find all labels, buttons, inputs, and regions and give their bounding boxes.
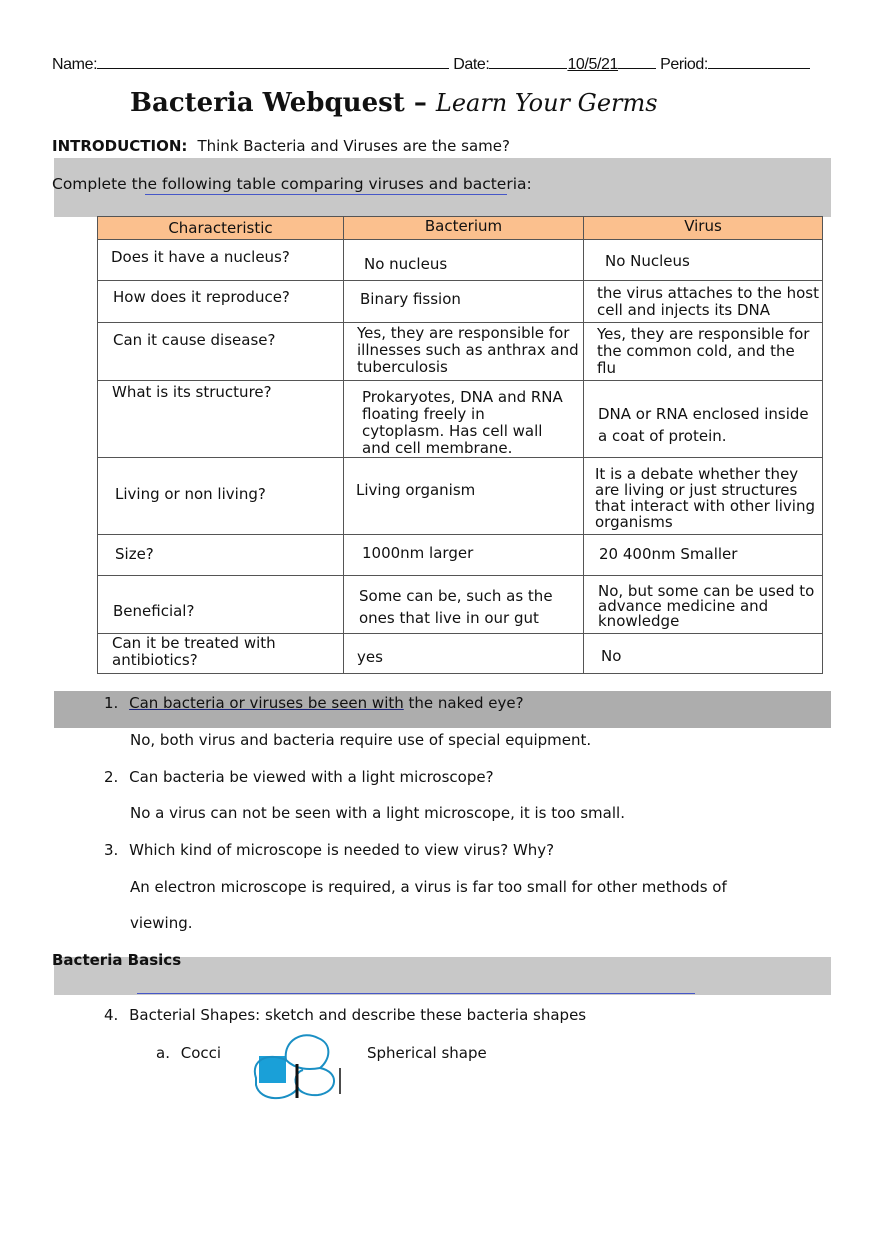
intro-label: INTRODUCTION: bbox=[52, 137, 188, 155]
table-row bbox=[98, 281, 823, 323]
question-2: 2. Can bacteria be viewed with a light microscope? bbox=[104, 768, 494, 786]
cell-bacterium[interactable]: Living organism bbox=[344, 458, 584, 535]
cell-characteristic: How does it reproduce? bbox=[98, 281, 344, 323]
cell-bacterium[interactable]: Prokaryotes, DNA and RNA floating freely in cytoplasm. Has cell wall and cell membrane. bbox=[344, 381, 584, 458]
cell-virus[interactable]: It is a debate whether they are living or just structures that interact with other living organisms bbox=[584, 458, 823, 535]
answer-2: No a virus can not be seen with a light microscope, it is too small. bbox=[130, 804, 625, 822]
name-blank[interactable] bbox=[97, 54, 449, 69]
title-subtitle: Learn Your Germs bbox=[435, 89, 658, 117]
period-blank[interactable] bbox=[708, 54, 810, 69]
table-instruction: Complete the following table comparing viruses and bacteria: bbox=[52, 175, 532, 193]
table-row bbox=[98, 634, 823, 674]
date-blank-post bbox=[618, 54, 656, 69]
date-value[interactable]: 10/5/21 bbox=[567, 56, 619, 73]
section-title: Bacteria Basics bbox=[52, 951, 182, 969]
cell-characteristic: Does it have a nucleus? bbox=[98, 240, 344, 281]
introduction bbox=[52, 137, 510, 155]
student-info-line bbox=[52, 54, 832, 74]
period-label: Period: bbox=[660, 56, 708, 73]
cell-virus[interactable]: No bbox=[584, 634, 823, 674]
cell-characteristic: Can it be treated with antibiotics? bbox=[98, 634, 344, 674]
table-row bbox=[98, 535, 823, 576]
answer-3-line2: viewing. bbox=[130, 914, 193, 932]
cell-virus[interactable]: DNA or RNA enclosed inside a coat of protein. bbox=[584, 381, 823, 458]
cell-virus[interactable]: No Nucleus bbox=[584, 240, 823, 281]
cell-characteristic: Living or non living? bbox=[98, 458, 344, 535]
table-row bbox=[98, 240, 823, 281]
comparison-table bbox=[97, 216, 823, 674]
cocci-item: a. Cocci bbox=[156, 1044, 222, 1062]
cell-bacterium[interactable]: No nucleus bbox=[344, 240, 584, 281]
question-4: 4. Bacterial Shapes: sketch and describe these bacteria shapes bbox=[104, 1006, 587, 1024]
table-row bbox=[98, 381, 823, 458]
header-bacterium: Bacterium bbox=[344, 217, 584, 240]
question-3: 3. Which kind of microscope is needed to view virus? Why? bbox=[104, 841, 555, 859]
question-1: 1. Can bacteria or viruses be seen with the naked eye? bbox=[104, 694, 524, 712]
header-virus: Virus bbox=[584, 217, 823, 240]
table-row bbox=[98, 458, 823, 535]
cell-characteristic: Can it cause disease? bbox=[98, 323, 344, 381]
title-main: Bacteria Webquest bbox=[130, 88, 405, 118]
answer-3-line1: An electron microscope is required, a virus is far too small for other methods of bbox=[130, 878, 727, 896]
cell-characteristic: Size? bbox=[98, 535, 344, 576]
cocci-description: Spherical shape bbox=[367, 1044, 487, 1062]
cocci-sketch bbox=[248, 1030, 348, 1105]
cell-bacterium[interactable]: Some can be, such as the ones that live in our gut bbox=[344, 576, 584, 634]
table-header-row bbox=[98, 217, 823, 240]
cell-characteristic: Beneficial? bbox=[98, 576, 344, 634]
date-blank-pre bbox=[489, 54, 567, 69]
intro-text: Think Bacteria and Viruses are the same? bbox=[197, 137, 510, 155]
cell-virus[interactable]: Yes, they are responsible for the common cold, and the flu bbox=[584, 323, 823, 381]
name-label: Name: bbox=[52, 56, 98, 73]
header-characteristic: Characteristic bbox=[98, 217, 344, 240]
title-dash: – bbox=[404, 88, 436, 118]
cell-virus[interactable]: the virus attaches to the host cell and injects its DNA bbox=[584, 281, 823, 323]
link-underline bbox=[145, 194, 507, 195]
section-link-underline bbox=[137, 993, 695, 994]
cell-bacterium[interactable]: Binary fission bbox=[344, 281, 584, 323]
question-1-link[interactable]: Can bacteria or viruses be seen with bbox=[129, 694, 404, 712]
cell-virus[interactable]: No, but some can be used to advance medicine and knowledge bbox=[584, 576, 823, 634]
cell-characteristic: What is its structure? bbox=[98, 381, 344, 458]
table-row bbox=[98, 323, 823, 381]
cell-bacterium[interactable]: Yes, they are responsible for illnesses such as anthrax and tuberculosis bbox=[344, 323, 584, 381]
table-row bbox=[98, 576, 823, 634]
answer-1: No, both virus and bacteria require use of special equipment. bbox=[130, 731, 592, 749]
page-title bbox=[130, 88, 658, 118]
cell-bacterium[interactable]: 1000nm larger bbox=[344, 535, 584, 576]
date-label: Date: bbox=[453, 56, 490, 73]
cell-bacterium[interactable]: yes bbox=[344, 634, 584, 674]
cell-virus[interactable]: 20 400nm Smaller bbox=[584, 535, 823, 576]
